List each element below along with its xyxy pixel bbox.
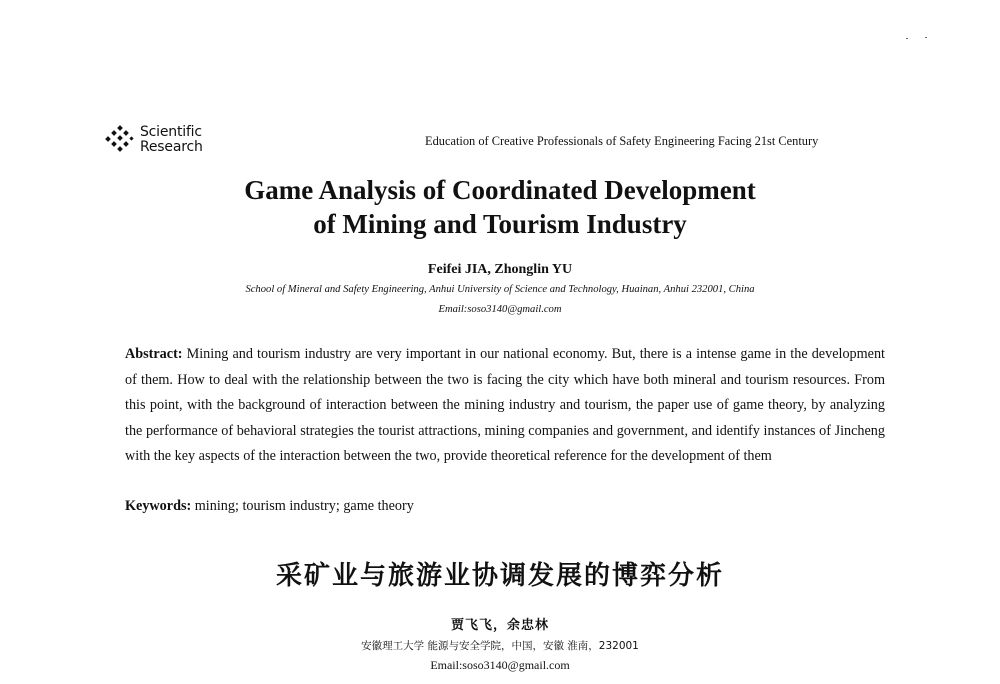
scientific-research-logo-icon	[104, 124, 136, 156]
scan-speck	[925, 37, 927, 38]
keywords-text: mining; tourism industry; game theory	[191, 498, 414, 514]
publisher-name-line1: Scientific	[140, 124, 202, 140]
affiliation: School of Mineral and Safety Engineering, Anhui University of Science and Technology, Huainan, Anhui 232001, China	[245, 284, 755, 295]
authors: Feifei JIA, Zhonglin YU	[427, 262, 573, 277]
chinese-authors: 贾飞飞，余忠林	[450, 618, 549, 633]
publisher-name	[140, 125, 203, 155]
scan-speck	[906, 38, 908, 39]
running-header: Education of Creative Professionals of Safety Engineering Facing 21st Century	[425, 134, 819, 148]
publisher-logo	[104, 124, 203, 156]
paper-title-line1: Game Analysis of Coordinated Development	[244, 175, 756, 205]
keywords-label: Keywords:	[125, 498, 192, 514]
abstract	[125, 342, 885, 470]
author-email: Email:soso3140@gmail.com	[438, 304, 562, 315]
keywords	[125, 498, 414, 515]
paper-title-line2: of Mining and Tourism Industry	[313, 209, 687, 239]
chinese-email: Email:soso3140@gmail.com	[430, 658, 570, 672]
abstract-text: Mining and tourism industry are very important in our national economy. But, there is a intense game in the development of them. How to deal with the relationship between the two is facing the city which have both mineral and tourism resources. From this point, with the background of interaction between the mining industry and tourism, the paper use of game theory, by analyzing the performance of behavioral strategies the tourist attractions, mining companies and government, and identify instances of Jincheng with the key aspects of the interaction between the two, provide theoretical reference for the development of them	[125, 346, 885, 465]
chinese-affiliation: 安徽理工大学 能源与安全学院，中国，安徽 淮南，232001	[361, 640, 639, 652]
paper-title	[0, 173, 1000, 241]
chinese-title: 采矿业与旅游业协调发展的博弈分析	[275, 561, 724, 591]
abstract-label: Abstract:	[125, 346, 183, 362]
publisher-name-line2: Research	[140, 139, 203, 155]
